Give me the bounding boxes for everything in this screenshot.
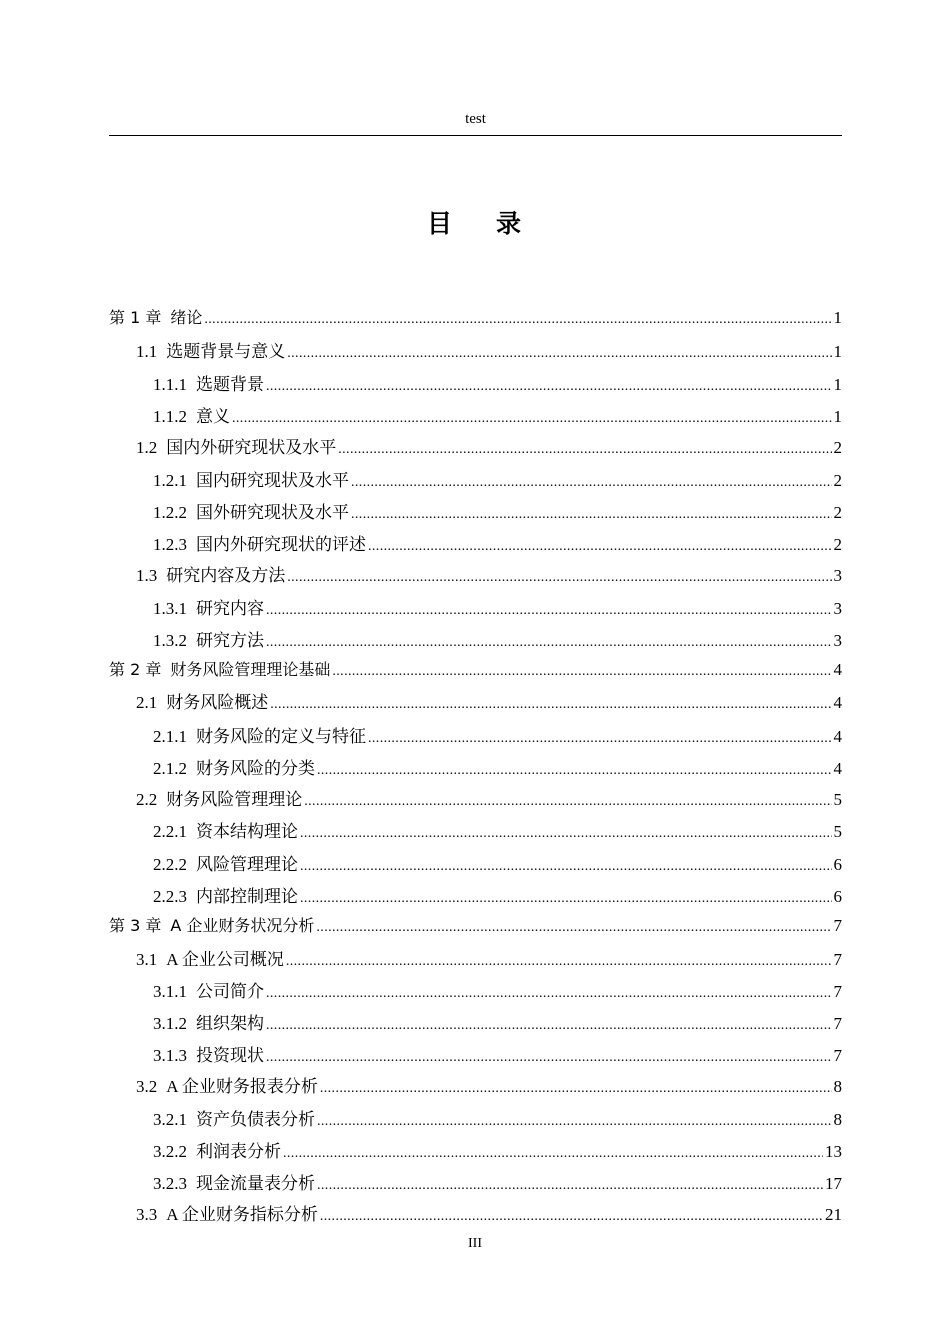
toc-entry-number: 3.2.3 <box>153 1174 187 1193</box>
toc-entry-page: 2 <box>833 438 842 457</box>
toc-entry-number: 1.2.2 <box>153 503 187 522</box>
toc-entry-number: 2.2.1 <box>153 822 187 841</box>
toc-entry-title: 研究方法 <box>196 631 264 650</box>
toc-entry-number: 1.3 <box>136 566 158 585</box>
toc-entry-page: 4 <box>833 727 842 746</box>
toc-entry-page: 2 <box>833 535 842 554</box>
toc-entry-title: 国内外研究现状的评述 <box>196 535 366 554</box>
toc-entry-title: 组织架构 <box>196 1014 264 1033</box>
toc-entry-title: 选题背景与意义 <box>166 342 286 361</box>
toc-entry-number: 第 1 章 <box>109 308 162 327</box>
toc-dot-leader <box>266 1018 832 1034</box>
toc-dot-leader <box>320 1209 823 1225</box>
toc-entry-title: 资产负债表分析 <box>196 1110 315 1129</box>
toc-entry-page: 8 <box>833 1077 842 1096</box>
toc-entry[interactable] <box>109 722 842 747</box>
toc-entry-number: 第 3 章 <box>109 916 162 935</box>
toc-title-char-2: 录 <box>496 209 524 238</box>
toc-entry-number: 2.1.1 <box>153 727 187 746</box>
toc-entry[interactable] <box>109 466 842 491</box>
toc-dot-leader <box>351 475 832 491</box>
toc-entry-number: 2.2 <box>136 790 158 809</box>
toc-entry-number: 3.1.1 <box>153 982 187 1001</box>
toc-entry-page: 4 <box>833 759 842 778</box>
toc-entry-number: 3.1.3 <box>153 1046 187 1065</box>
toc-dot-leader <box>287 570 831 586</box>
toc-entry-title: 内部控制理论 <box>196 887 298 906</box>
toc-dot-leader <box>300 891 832 907</box>
toc-dot-leader <box>270 697 831 713</box>
toc-entry[interactable] <box>109 785 842 810</box>
toc-entry-number: 3.2.1 <box>153 1110 187 1129</box>
toc-entry-number: 1.3.1 <box>153 599 187 618</box>
toc-dot-leader <box>300 826 832 842</box>
toc-entry-title: 财务风险概述 <box>166 693 269 712</box>
toc-entry[interactable] <box>109 370 842 395</box>
toc-entry-page: 21 <box>825 1205 842 1224</box>
toc-entry-title: 公司简介 <box>196 982 264 1001</box>
toc-entry-page: 7 <box>833 916 842 935</box>
toc-entry-page: 3 <box>833 631 842 650</box>
toc-entry-title: 绪论 <box>170 308 203 327</box>
toc-dot-leader <box>317 1178 823 1194</box>
page-footer <box>0 1236 950 1252</box>
toc-entry-page: 3 <box>833 566 842 585</box>
toc-dot-leader <box>204 312 831 328</box>
toc-entry[interactable] <box>109 913 842 936</box>
toc-entry[interactable] <box>109 657 842 680</box>
toc-title <box>0 204 950 240</box>
toc-entry-title: A 企业财务指标分析 <box>166 1205 318 1224</box>
toc-entry[interactable] <box>109 1200 842 1225</box>
toc-entry-number: 1.1.1 <box>153 375 187 394</box>
toc-entry-title: 财务风险管理理论基础 <box>170 660 331 679</box>
toc-entry-number: 2.2.2 <box>153 855 187 874</box>
toc-entry-number: 3.2 <box>136 1077 158 1096</box>
toc-entry-number: 3.3 <box>136 1205 158 1224</box>
toc-entry-title: A 企业公司概况 <box>166 950 284 969</box>
toc-entry-number: 3.1 <box>136 950 158 969</box>
toc-dot-leader <box>266 635 832 651</box>
toc-dot-leader <box>320 1081 832 1097</box>
toc-dot-leader <box>300 859 832 875</box>
toc-entry-title: 利润表分析 <box>196 1142 281 1161</box>
toc-entry-page: 7 <box>833 950 842 969</box>
toc-entry-number: 1.2.3 <box>153 535 187 554</box>
toc-entry-number: 2.2.3 <box>153 887 187 906</box>
toc-entry[interactable] <box>109 1009 842 1034</box>
toc-entry-number: 3.2.2 <box>153 1142 187 1161</box>
toc-title-char-1: 目 <box>426 209 454 238</box>
toc-entry-title: 选题背景 <box>196 375 264 394</box>
toc-entry-page: 17 <box>825 1174 842 1193</box>
toc-entry[interactable] <box>109 530 842 555</box>
toc-entry-page: 5 <box>833 790 842 809</box>
toc-dot-leader <box>232 411 832 427</box>
toc-entry-number: 第 2 章 <box>109 660 162 679</box>
toc-entry[interactable] <box>109 977 842 1002</box>
toc-entry[interactable] <box>109 945 842 970</box>
toc-entry-number: 1.2 <box>136 438 158 457</box>
toc-entry[interactable] <box>109 817 842 842</box>
toc-entry-page: 4 <box>833 693 842 712</box>
toc-dot-leader <box>317 763 832 779</box>
footer-page-number: III <box>468 1236 482 1251</box>
toc-entry[interactable] <box>109 754 842 779</box>
toc-entry[interactable] <box>109 337 842 362</box>
toc-entry-page: 3 <box>833 599 842 618</box>
toc-entry-page: 1 <box>833 342 842 361</box>
toc-entry-page: 5 <box>833 822 842 841</box>
toc-entry[interactable] <box>109 1137 842 1162</box>
toc-dot-leader <box>266 603 832 619</box>
toc-dot-leader <box>266 1050 832 1066</box>
toc-dot-leader <box>316 920 831 936</box>
toc-entry-title: 财务风险管理理论 <box>166 790 303 809</box>
toc-dot-leader <box>287 346 831 362</box>
toc-entry-number: 1.2.1 <box>153 471 187 490</box>
toc-dot-leader <box>351 507 832 523</box>
toc-entry-title: 风险管理理论 <box>196 855 298 874</box>
toc-entry-title: 现金流量表分析 <box>196 1174 315 1193</box>
toc-entry-number: 1.1 <box>136 342 158 361</box>
toc-entry[interactable] <box>109 1105 842 1130</box>
toc-entry[interactable] <box>109 402 842 427</box>
toc-dot-leader <box>304 794 831 810</box>
toc-entry-title: A 企业财务状况分析 <box>170 916 315 935</box>
toc-dot-leader <box>317 1114 832 1130</box>
toc-entry-title: 研究内容及方法 <box>166 566 286 585</box>
header-text: test <box>465 111 486 127</box>
toc-entry[interactable] <box>109 688 842 713</box>
toc-entry-number: 3.1.2 <box>153 1014 187 1033</box>
toc-entry-title: 国内外研究现状及水平 <box>166 438 337 457</box>
toc-entry[interactable] <box>109 1169 842 1194</box>
toc-entry-page: 2 <box>833 471 842 490</box>
toc-entry[interactable] <box>109 561 842 586</box>
toc-entry-number: 1.1.2 <box>153 407 187 426</box>
toc-entry-number: 1.3.2 <box>153 631 187 650</box>
toc-entry-title: 国外研究现状及水平 <box>196 503 349 522</box>
toc-entry[interactable] <box>109 882 842 907</box>
toc-dot-leader <box>338 442 831 458</box>
toc-entry-title: 财务风险的分类 <box>196 759 315 778</box>
toc-entry-number: 2.1 <box>136 693 158 712</box>
toc-entry-title: 财务风险的定义与特征 <box>196 727 366 746</box>
toc-entry-page: 7 <box>833 1014 842 1033</box>
toc-entry-title: 国内研究现状及水平 <box>196 471 349 490</box>
page-header <box>109 106 842 136</box>
toc-entry-number: 2.1.2 <box>153 759 187 778</box>
toc-entry-page: 1 <box>833 407 842 426</box>
toc-entry-page: 6 <box>833 855 842 874</box>
toc-entry[interactable] <box>109 626 842 651</box>
toc-dot-leader <box>283 1146 823 1162</box>
toc-entry-page: 1 <box>833 375 842 394</box>
toc-entry[interactable] <box>109 1072 842 1097</box>
toc-entry[interactable] <box>109 305 842 328</box>
toc-entry[interactable] <box>109 850 842 875</box>
toc-dot-leader <box>332 664 831 680</box>
toc-entry[interactable] <box>109 498 842 523</box>
toc-dot-leader <box>368 731 832 747</box>
toc-entry-title: 研究内容 <box>196 599 264 618</box>
toc-dot-leader <box>266 986 832 1002</box>
toc-dot-leader <box>368 539 832 555</box>
toc-entry-title: 意义 <box>196 407 230 426</box>
toc-dot-leader <box>266 379 832 395</box>
toc-entry-page: 1 <box>833 308 842 327</box>
toc-entry-page: 7 <box>833 982 842 1001</box>
toc-dot-leader <box>286 954 832 970</box>
toc-entry-page: 6 <box>833 887 842 906</box>
toc-entry-title: A 企业财务报表分析 <box>166 1077 318 1096</box>
toc-entry-page: 13 <box>825 1142 842 1161</box>
toc-entry[interactable] <box>109 594 842 619</box>
toc-entry-page: 7 <box>833 1046 842 1065</box>
toc-entry-page: 8 <box>833 1110 842 1129</box>
toc-entry[interactable] <box>109 433 842 458</box>
toc-entry-title: 资本结构理论 <box>196 822 298 841</box>
toc-entry-title: 投资现状 <box>196 1046 264 1065</box>
toc-entry[interactable] <box>109 1041 842 1066</box>
toc-entry-page: 4 <box>833 660 842 679</box>
toc-entry-page: 2 <box>833 503 842 522</box>
